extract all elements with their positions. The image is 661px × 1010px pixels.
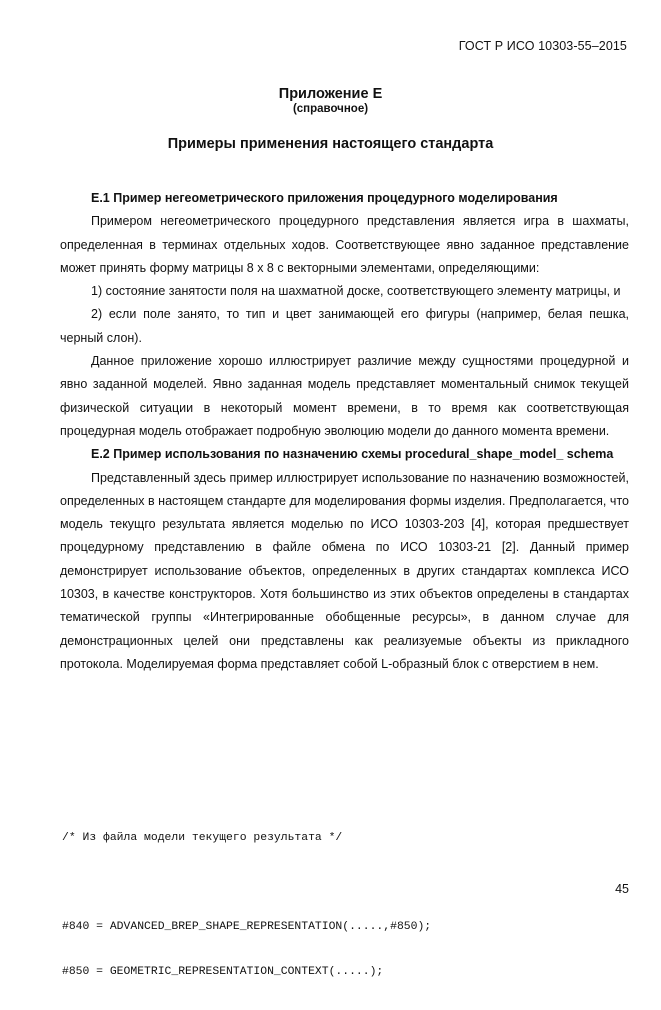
section-heading-e2: Е.2 Пример использования по назначению схемы procedural_shape_model_ schema xyxy=(91,447,614,462)
page-number: 45 xyxy=(615,882,629,896)
code-comment: /* Из файла модели текущего результата */ xyxy=(62,832,343,844)
standard-code: ГОСТ Р ИСО 10303-55–2015 xyxy=(458,39,627,53)
list-item: 2) если поле занято, то тип и цвет занимающей его фигуры (например, белая пешка, черный слон). xyxy=(60,307,629,345)
section-heading-e1: Е.1 Пример негеометрического приложения процедурного моделирования xyxy=(91,191,558,205)
code-listing xyxy=(62,801,431,1010)
main-title: Примеры применения настоящего стандарта xyxy=(167,136,494,152)
document-body xyxy=(60,187,629,676)
appendix-title: Приложение Е xyxy=(278,86,383,102)
code-line: #850 = GEOMETRIC_REPRESENTATION_CONTEXT(.....); xyxy=(62,966,384,978)
paragraph: Данное приложение хорошо иллюстрирует различие между сущностями процедурной и явно заданной моделей. Явно заданная модель представляет моментальный снимок текущей физической ситуации в некоторый момент времени, в то время как соответствующая процедурная модель отображает подробную эволюцию модели до данного момента времени. xyxy=(60,354,629,438)
paragraph: Представленный здесь пример иллюстрирует использование по назначению возможностей, определенных в настоящем стандарте для моделирования формы изделия. Предполагается, что модель текущго результата является моделью по ИСО 10303-203 [4], которая предшествует процедурному представлению в файле обмена по ИСО 10303-21 [2]. Данный пример демонстрирует использование объектов, определенных в других стандартах комплекса ИСО 10303, в качестве конструкторов. Хотя большинство из этих объектов определены в стандартах тематической группы «Интегрированные обобщенные ресурсы», в данном случае для демонстрационных целей они представлены как реализуемые объекты из прикладного протокола. Моделируемая форма представляет собой L-образный блок с отверстием в нем. xyxy=(60,470,629,671)
appendix-heading xyxy=(0,85,661,116)
appendix-note: (справочное) xyxy=(292,103,369,115)
code-line: #840 = ADVANCED_BREP_SHAPE_REPRESENTATION(.....,#850); xyxy=(62,921,432,933)
list-item: 1) состояние занятости поля на шахматной доске, соответствующего элементу матрицы, и xyxy=(91,284,621,299)
paragraph: Примером негеометрического процедурного представления является игра в шахматы, определенная в терминах отдельных ходов. Соответствующее явно заданное представление может принять форму матрицы 8 х 8 с векторными элементами, определяющими: xyxy=(60,214,629,275)
